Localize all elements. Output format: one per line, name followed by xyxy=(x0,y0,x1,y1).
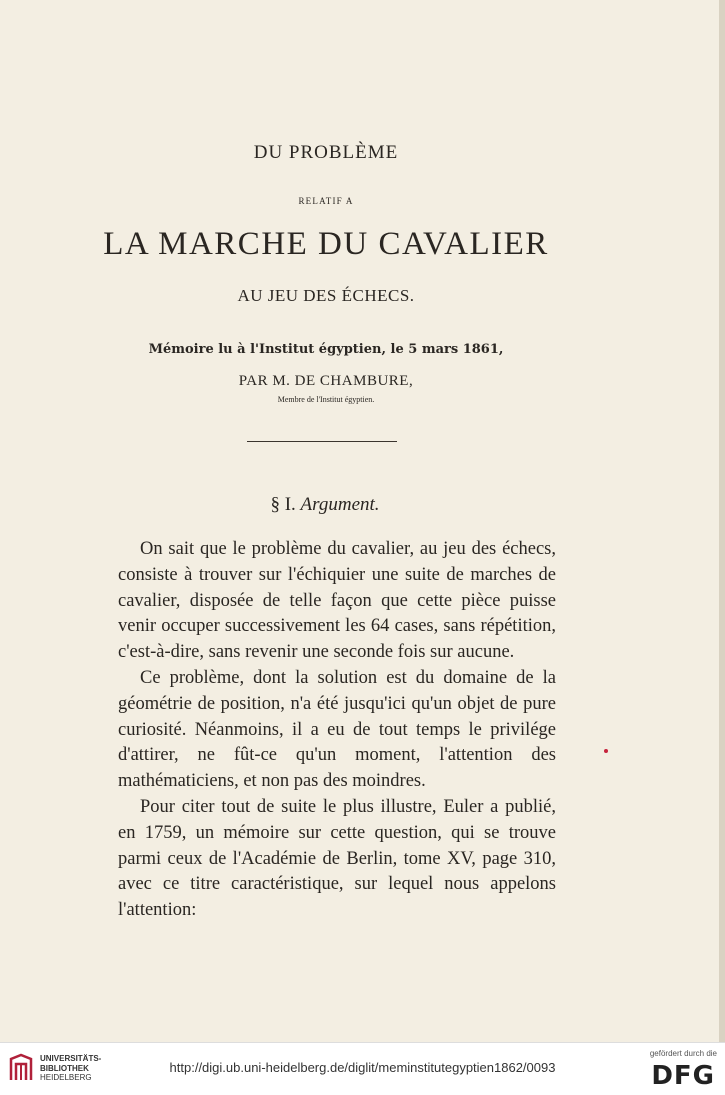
heading-relatif-a: RELATIF A xyxy=(298,196,354,206)
main-title: LA MARCHE DU CAVALIER xyxy=(103,226,549,262)
memo-line: Mémoire lu à l'Institut égyptien, le 5 mars 1861, xyxy=(148,342,504,357)
library-line-3: HEIDELBERG xyxy=(40,1073,92,1082)
library-line-2: BIBLIOTHEK xyxy=(40,1063,89,1073)
ink-speck xyxy=(604,749,608,753)
funded-by-label: gefördert durch die xyxy=(649,1049,717,1058)
divider-rule xyxy=(247,441,397,442)
heading-du-probleme: DU PROBLÈME xyxy=(253,142,399,163)
section-title: Argument. xyxy=(300,494,380,515)
library-line-1: UNIVERSITÄTS- xyxy=(40,1054,102,1063)
section-number: § I. xyxy=(270,494,296,515)
paragraph-1: On sait que le problème du cavalier, au jeu des échecs, consiste à trouver sur l'échiquier une suite de marches de cavalier, disposée de telle façon que cette pièce puisse venir occuper successivement les 64 cases, sans répétition, c'est-à-dire, sans revenir une seconde fois sur aucune. xyxy=(118,539,556,663)
paragraph-3: Pour citer tout de suite le plus illustre, Euler a publié, en 1759, un mémoire sur cette question, qui se trouve parmi ceux de l'Académie de Berlin, tome XV, page 310, avec ce titre caractéristique, sur lequel nous appelons l'attention: xyxy=(118,796,556,921)
dfg-logo[interactable]: DFG xyxy=(651,1061,715,1091)
paragraph-2: Ce problème, dont la solution est du domaine de la géométrie de position, n'a été jusqu'ici qu'un objet de pure curiosité. Néanmoins, il a eu de tout temps le privilége d'attirer, ne fût-ce qu'un moment, l'attention des mathématiciens, et non pas des moindres. xyxy=(118,667,556,792)
section-heading xyxy=(0,494,650,516)
subtitle: AU JEU DES ÉCHECS. xyxy=(237,286,415,305)
body-text xyxy=(118,537,556,924)
author: PAR M. DE CHAMBURE, xyxy=(238,373,414,389)
page-edge xyxy=(719,0,725,1042)
viewer-footer xyxy=(0,1042,725,1095)
permalink-url[interactable]: http://digi.ub.uni-heidelberg.de/diglit/meminstitutegyptien1862/0093 xyxy=(169,1060,556,1075)
author-role: Membre de l'Institut égyptien. xyxy=(277,395,375,404)
